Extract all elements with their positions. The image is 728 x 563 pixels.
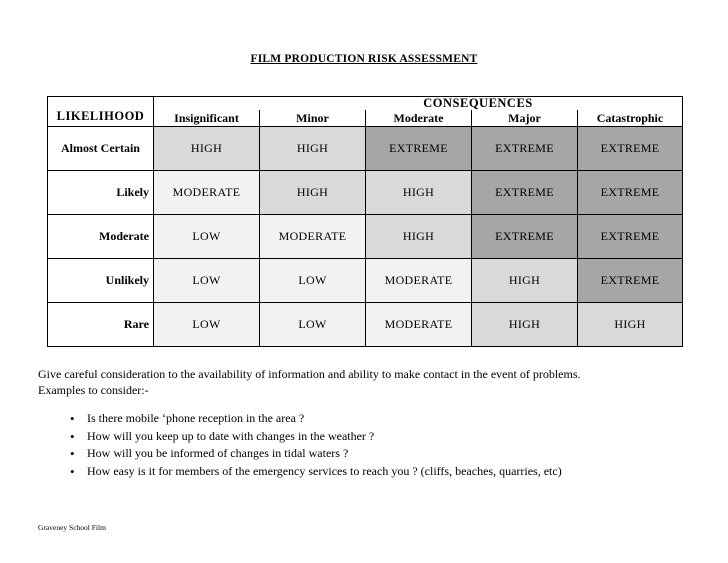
matrix-row-almost-certain (48, 127, 683, 171)
column-header-catastrophic: Catastrophic (578, 110, 683, 127)
rating-cell: HIGH (154, 127, 260, 171)
rating-cell: LOW (260, 259, 366, 303)
column-header-moderate: Moderate (366, 110, 472, 127)
row-label-almost-certain: Almost Certain (48, 127, 154, 171)
rating-cell: MODERATE (154, 171, 260, 215)
matrix-header-row-1 (48, 97, 683, 111)
rating-cell: HIGH (472, 259, 578, 303)
rating-cell: EXTREME (472, 127, 578, 171)
column-header-insignificant: Insignificant (154, 110, 260, 127)
list-item (70, 463, 562, 481)
rating-cell: LOW (154, 259, 260, 303)
list-item-text: How will you be informed of changes in tidal waters ? (87, 446, 349, 460)
rating-cell: EXTREME (578, 259, 683, 303)
rating-cell: MODERATE (366, 259, 472, 303)
rating-cell: HIGH (260, 127, 366, 171)
row-label-likely: Likely (48, 171, 154, 215)
matrix-row-unlikely (48, 259, 683, 303)
risk-matrix-table (47, 96, 683, 347)
document-title (0, 53, 728, 65)
matrix-row-moderate (48, 215, 683, 259)
rating-cell: HIGH (366, 171, 472, 215)
likelihood-header: LIKELIHOOD (48, 97, 154, 127)
row-label-unlikely: Unlikely (48, 259, 154, 303)
rating-cell: EXTREME (472, 215, 578, 259)
rating-cell: HIGH (260, 171, 366, 215)
examples-label: Examples to consider:- (38, 383, 149, 397)
list-item-text: Is there mobile ‘phone reception in the area ? (87, 411, 305, 425)
rating-cell: EXTREME (578, 215, 683, 259)
consequences-header: CONSEQUENCES (154, 97, 683, 111)
list-item (70, 445, 562, 463)
row-label-rare: Rare (48, 303, 154, 347)
list-item (70, 428, 562, 446)
rating-cell: EXTREME (578, 171, 683, 215)
rating-cell: LOW (154, 303, 260, 347)
list-item (70, 410, 562, 428)
rating-cell: EXTREME (578, 127, 683, 171)
guidance-note (38, 366, 698, 398)
matrix-row-likely (48, 171, 683, 215)
column-header-minor: Minor (260, 110, 366, 127)
matrix-row-rare (48, 303, 683, 347)
rating-cell: EXTREME (366, 127, 472, 171)
rating-cell: LOW (260, 303, 366, 347)
rating-cell: MODERATE (260, 215, 366, 259)
column-header-major: Major (472, 110, 578, 127)
footer-text: Graveney School Film (38, 523, 106, 532)
guidance-intro: Give careful consideration to the availability of information and ability to make contact in the event of problems. (38, 367, 581, 381)
rating-cell: HIGH (578, 303, 683, 347)
rating-cell: HIGH (366, 215, 472, 259)
rating-cell: LOW (154, 215, 260, 259)
bullet-icon: • (70, 428, 75, 444)
rating-cell: HIGH (472, 303, 578, 347)
list-item-text: How easy is it for members of the emergency services to reach you ? (cliffs, beaches, quarries, etc) (87, 463, 562, 478)
examples-list (70, 410, 562, 480)
rating-cell: EXTREME (472, 171, 578, 215)
document-title-text: FILM PRODUCTION RISK ASSESSMENT (250, 53, 478, 65)
bullet-icon: • (70, 463, 75, 479)
bullet-icon: • (70, 411, 75, 426)
rating-cell: MODERATE (366, 303, 472, 347)
list-item-text: How will you keep up to date with changes in the weather ? (87, 428, 375, 443)
bullet-icon: • (70, 446, 75, 461)
row-label-moderate: Moderate (48, 215, 154, 259)
